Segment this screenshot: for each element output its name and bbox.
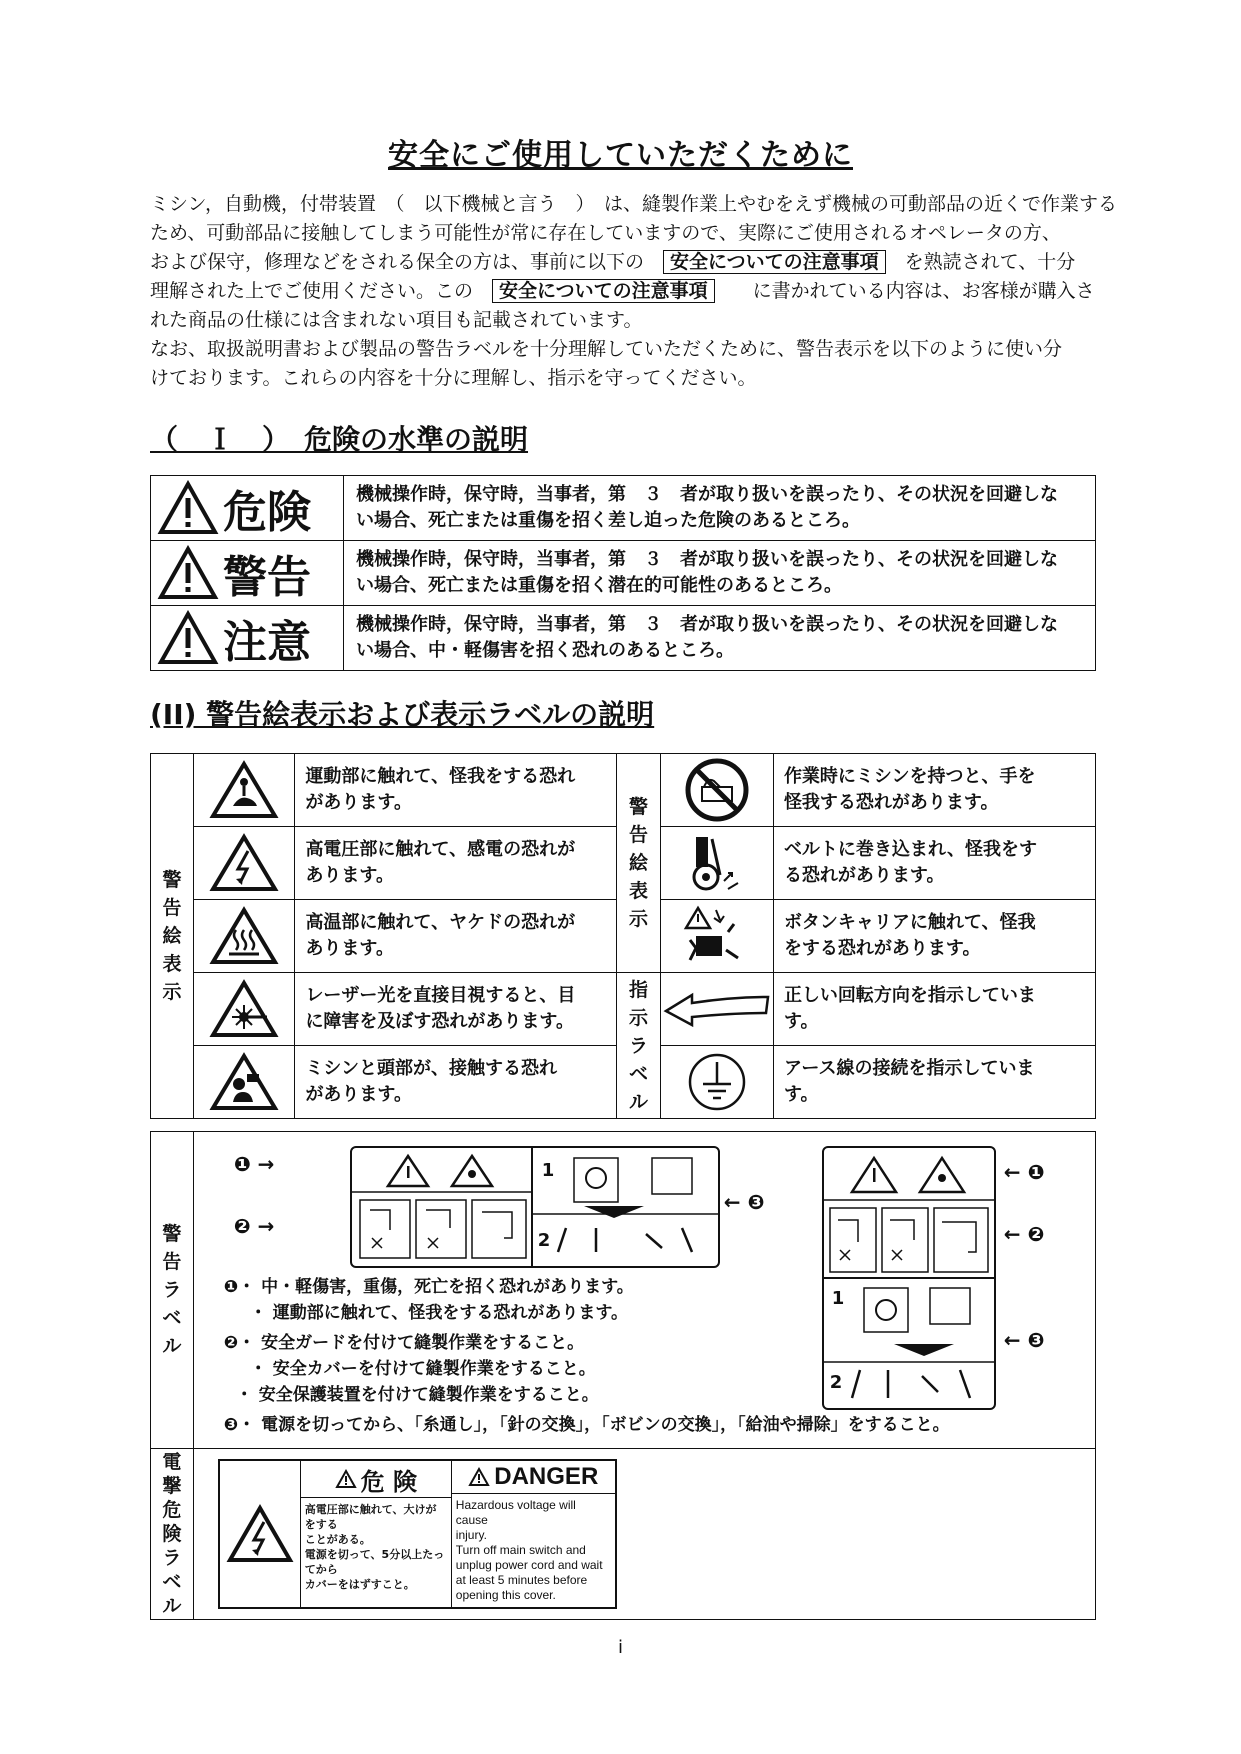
pictogram-description [773, 754, 1095, 827]
level-description [344, 606, 1096, 671]
level-text: 機械操作時，保守時，当事者，第 ３ 者が取り扱いを誤ったり、その状況を回避しな [356, 484, 1058, 505]
danger-en-body [452, 1494, 615, 1607]
vertical-char: 告 [629, 824, 649, 846]
pictogram-description [773, 900, 1095, 973]
safety-notes-box: 安全についての注意事項 [663, 250, 886, 274]
button-carrier-icon [682, 904, 752, 968]
signal-word: 警告 [223, 552, 311, 603]
step-number: 1 [831, 1288, 845, 1309]
level-description [344, 476, 1096, 541]
vertical-char: 示 [629, 908, 649, 930]
intro-line: けております。これらの内容を十分に理解し、指示を守ってください。 [150, 367, 757, 389]
signal-word-cell [151, 541, 344, 606]
marker-text: ❸ [1027, 1328, 1045, 1352]
desc-text: があります。 [305, 792, 412, 813]
table-row [151, 973, 1096, 1046]
shock-label-cell [193, 1449, 1095, 1620]
desc-text: あります。 [305, 938, 394, 959]
high-voltage-icon [226, 1504, 294, 1564]
desc-text: アース線の接続を指示していま [783, 1058, 1035, 1079]
vertical-char: 表 [162, 953, 182, 975]
danger-text: 高電圧部に触れて、大けがをする [304, 1503, 437, 1531]
note-line: ❷・ 安全ガードを付けて縫製作業をすること。 [223, 1333, 585, 1353]
note-line: ・ 安全保護装置を付けて縫製作業をすること。 [235, 1385, 599, 1405]
level-text: 機械操作時，保守時，当事者，第 ３ 者が取り扱いを誤ったり、その状況を回避しな [356, 549, 1058, 570]
pictogram-description [773, 1046, 1095, 1119]
table-row [151, 1132, 1096, 1449]
vertical-char: ラ [629, 1034, 649, 1057]
warning-triangle-icon [157, 480, 219, 536]
danger-text: カバーをはずすこと。 [304, 1578, 415, 1591]
vertical-char: 警 [162, 869, 182, 891]
step-number: 1 [541, 1160, 555, 1181]
marker-text: ❶ [1027, 1160, 1045, 1184]
note-line: ・ 安全カバーを付けて縫製作業をすること。 [249, 1359, 596, 1379]
vertical-char: 絵 [629, 852, 649, 874]
vertical-char: 険 [162, 1523, 182, 1545]
signal-word: 危険 [223, 487, 311, 538]
vertical-char: ル [629, 1090, 649, 1113]
intro-line [150, 248, 1160, 277]
desc-text: をする恐れがあります。 [783, 938, 981, 959]
vertical-char: 電 [162, 1451, 182, 1473]
desc-text: 高電圧部に触れて、感電の恐れが [305, 839, 576, 860]
laser-icon [209, 979, 279, 1039]
level-description [344, 541, 1096, 606]
desc-text: す。 [783, 1084, 819, 1105]
warning-triangle-icon [157, 545, 219, 601]
safety-notes-box: 安全についての注意事項 [492, 279, 715, 303]
marker-text: ❶ [233, 1152, 251, 1176]
pictogram-cell [194, 1046, 295, 1119]
vertical-char: ル [162, 1335, 182, 1357]
intro-line [150, 277, 1160, 306]
intro-line: ミシン，自動機，付帯装置 （ 以下機械と言う ） は、縫製作業上やむをえず機械の可動部品の近くで作業する [150, 193, 1118, 215]
desc-text: ボタンキャリアに触れて、怪我 [783, 912, 1036, 933]
section-heading-pictograms: (II) 警告絵表示および表示ラベルの説明 [150, 698, 655, 731]
vertical-char: ル [162, 1595, 182, 1617]
desc-text: レーザー光を直接目視すると、目 [305, 985, 576, 1006]
belt-icon [682, 831, 752, 895]
signal-word-cell [151, 476, 344, 541]
note-line: ・ 運動部に触れて、怪我をする恐れがあります。 [249, 1303, 628, 1323]
table-row [151, 541, 1096, 606]
warning-label-horizontal [350, 1146, 720, 1268]
signal-word-cell [151, 606, 344, 671]
moving-parts-icon [209, 760, 279, 820]
pictogram-cell [194, 754, 295, 827]
vertical-char: 絵 [162, 925, 182, 947]
intro-paragraph [150, 190, 1160, 393]
danger-text: injury. [455, 1528, 487, 1542]
intro-line: ため、可動部品に接触してしまう可能性が常に存在していますので、実際にご使用されるオペレータの方、 [150, 222, 1061, 244]
intro-text: を熟読されて、十分 [904, 251, 1076, 273]
danger-text: 電源を切って、5分以上たってから [304, 1548, 445, 1576]
intro-line: なお、取扱説明書および製品の警告ラベルを十分理解していただくために、警告表示を以下のように使い分 [150, 338, 1063, 360]
vertical-char: ベ [162, 1307, 182, 1329]
step-number: 2 [829, 1372, 843, 1393]
danger-jp-title: 危 険 [360, 1467, 417, 1496]
intro-text: 理解された上でご使用ください。この [150, 280, 474, 302]
desc-text: る恐れがあります。 [783, 865, 945, 886]
danger-label-icon-area [220, 1461, 301, 1607]
label-table [150, 1131, 1096, 1620]
vertical-char: 示 [162, 981, 182, 1003]
desc-text: 運動部に触れて、怪我をする恐れ [305, 766, 576, 787]
danger-label [218, 1459, 617, 1609]
marker-text: ❷ [233, 1214, 251, 1238]
marker-2: ❷ → [233, 1214, 275, 1238]
danger-en-title: DANGER [494, 1463, 599, 1490]
pictogram-description [295, 754, 617, 827]
warning-label-artwork [352, 1148, 718, 1266]
desc-text: 怪我する恐れがあります。 [783, 792, 999, 813]
danger-text: ことがある。 [304, 1533, 371, 1546]
vertical-char: 示 [629, 1006, 649, 1029]
marker-text: ❷ [1027, 1222, 1045, 1246]
page-title: 安全にご使用していただくために [388, 138, 853, 173]
desc-text: ベルトに巻き込まれ、怪我をす [783, 839, 1038, 860]
vertical-label-warning-pictogram [151, 754, 194, 1119]
vertical-label-warning-pictogram-2 [617, 754, 660, 973]
level-text: い場合、死亡または重傷を招く差し迫った危険のあるところ。 [356, 510, 860, 531]
pictogram-cell [660, 1046, 773, 1119]
desc-text: 正しい回転方向を指示していま [783, 985, 1036, 1006]
table-row [151, 606, 1096, 671]
marker-3-right: ← ❸ [1003, 1328, 1045, 1352]
intro-text: および保守，修理などをされる保全の方は、事前に以下の [150, 251, 645, 273]
vertical-char: ラ [162, 1547, 182, 1569]
label-notes [224, 1274, 950, 1438]
marker-2-right: ← ❷ [1003, 1222, 1045, 1246]
danger-jp-header [301, 1461, 451, 1498]
danger-en-header [452, 1461, 615, 1494]
danger-text: opening this cover. [455, 1588, 556, 1602]
pictogram-description [295, 900, 617, 973]
vertical-char: 撃 [162, 1475, 182, 1497]
danger-text: unplug power cord and wait [455, 1558, 603, 1572]
pictogram-table [150, 753, 1096, 1119]
intro-line: れた商品の仕様には含まれない項目も記載されています。 [150, 309, 643, 331]
pictogram-cell [660, 827, 773, 900]
table-row [151, 476, 1096, 541]
danger-text: at least 5 minutes before [455, 1573, 588, 1587]
level-text: 機械操作時，保守時，当事者，第 ３ 者が取り扱いを誤ったり、その状況を回避しな [356, 614, 1058, 635]
vertical-label-instruction [617, 973, 660, 1119]
warning-label-cell [193, 1132, 1095, 1449]
vertical-label-warning-label [151, 1132, 194, 1449]
high-voltage-icon [209, 833, 279, 893]
signal-word: 注意 [223, 617, 311, 668]
table-row [151, 754, 1096, 827]
page-number: i [617, 1637, 623, 1658]
vertical-char: ベ [162, 1571, 182, 1593]
vertical-label-shock-label [151, 1449, 194, 1620]
vertical-char: 告 [162, 897, 182, 919]
marker-1-right: ← ❶ [1003, 1160, 1045, 1184]
vertical-char: 危 [162, 1499, 182, 1521]
pictogram-cell [660, 900, 773, 973]
ground-icon [685, 1050, 749, 1114]
pictogram-description [295, 1046, 617, 1119]
pictogram-cell [194, 827, 295, 900]
table-row [151, 1449, 1096, 1620]
danger-label-en [452, 1461, 615, 1607]
vertical-char: 表 [629, 880, 649, 902]
pictogram-cell [194, 900, 295, 973]
intro-text: に書かれている内容は、お客様が購入さ [752, 280, 1095, 302]
hazard-level-table [150, 475, 1096, 671]
danger-text: Hazardous voltage will cause [455, 1498, 576, 1527]
warning-triangle-icon [468, 1467, 490, 1487]
desc-text: ミシンと頭部が、接触する恐れ [305, 1058, 557, 1079]
pictogram-description [773, 827, 1095, 900]
warning-triangle-icon [157, 610, 219, 666]
vertical-char: 告 [162, 1251, 182, 1273]
pictogram-description [773, 973, 1095, 1046]
vertical-char: ベ [629, 1062, 649, 1085]
desc-text: 高温部に触れて、ヤケドの恐れが [305, 912, 576, 933]
danger-text: Turn off main switch and [455, 1543, 586, 1557]
vertical-char: ラ [162, 1279, 182, 1301]
vertical-char: 警 [162, 1223, 182, 1245]
note-line: ❸・ 電源を切ってから、「糸通し」，「針の交換」，「ボビンの交換」，「給油や掃除」をすること。 [223, 1415, 950, 1435]
marker-3: ← ❸ [723, 1190, 765, 1214]
vertical-char: 警 [629, 796, 649, 818]
section-heading-hazard-levels: （ Ｉ ） 危険の水準の説明 [150, 423, 529, 456]
pictogram-cell [660, 754, 773, 827]
head-contact-icon [209, 1052, 279, 1112]
level-text: い場合、死亡または重傷を招く潜在的可能性のあるところ。 [356, 575, 842, 596]
rotation-arrow-icon [662, 989, 772, 1029]
pictogram-description [295, 827, 617, 900]
danger-label-jp [301, 1461, 452, 1607]
desc-text: す。 [783, 1011, 819, 1032]
desc-text: に障害を及ぼす恐れがあります。 [305, 1011, 574, 1032]
marker-text: ❸ [747, 1190, 765, 1214]
level-text: い場合、中・軽傷害を招く恐れのあるところ。 [356, 640, 734, 661]
step-number: 2 [537, 1230, 551, 1251]
warning-triangle-icon [335, 1469, 357, 1489]
desc-text: があります。 [305, 1084, 412, 1105]
marker-1: ❶ → [233, 1152, 275, 1176]
pictogram-cell [194, 973, 295, 1046]
vertical-char: 指 [629, 978, 649, 1001]
no-hold-icon [682, 757, 752, 823]
note-line: ❶・ 中・軽傷害，重傷，死亡を招く恐れがあります。 [223, 1277, 634, 1297]
pictogram-description [295, 973, 617, 1046]
hot-surface-icon [209, 906, 279, 966]
desc-text: 作業時にミシンを持つと、手を [783, 766, 1036, 787]
danger-jp-body [301, 1498, 451, 1596]
pictogram-cell [660, 973, 773, 1046]
desc-text: あります。 [305, 865, 394, 886]
